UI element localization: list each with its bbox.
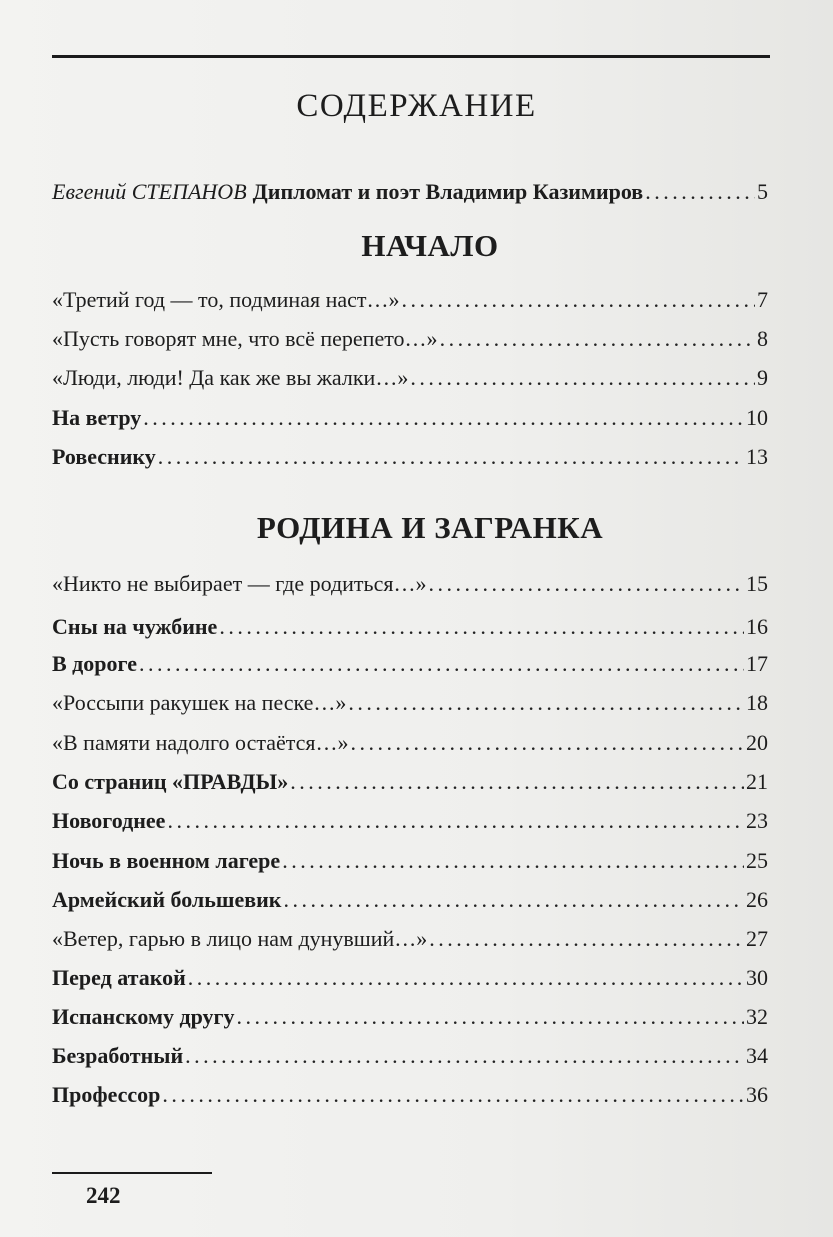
toc-entry-page: 10 (746, 405, 768, 430)
dot-leader (410, 361, 755, 395)
toc-entry[interactable] (52, 401, 768, 435)
dot-leader (402, 283, 756, 317)
toc-entry-page: 34 (746, 1043, 768, 1068)
dot-leader (645, 175, 755, 209)
toc-entry[interactable] (52, 686, 768, 720)
section-heading: РОДИНА И ЗАГРАНКА (256, 510, 604, 545)
toc-entry-page: 18 (746, 690, 768, 715)
toc-entry-title: На ветру (52, 405, 142, 430)
dot-leader (440, 322, 755, 356)
toc-entry-page: 16 (746, 614, 768, 639)
toc-entry-page: 25 (746, 848, 768, 873)
toc-entry[interactable] (52, 1000, 768, 1034)
toc-entry-title: Испанскому другу (52, 1004, 235, 1029)
toc-entry-title: «Россыпи ракушек на песке…» (52, 690, 347, 715)
toc-entry-page: 8 (757, 326, 768, 351)
toc-entry-page: 27 (746, 926, 768, 951)
toc-entry-title: «Пусть говорят мне, что всё перепето…» (52, 326, 438, 351)
toc-entry[interactable] (52, 567, 768, 601)
toc-entry[interactable] (52, 322, 768, 356)
toc-entry-page: 36 (746, 1082, 768, 1107)
intro-title: Дипломат и поэт Владимир Казимиров (252, 179, 644, 204)
dot-leader (185, 1039, 744, 1073)
dot-leader (188, 961, 744, 995)
toc-entry[interactable] (52, 922, 768, 956)
toc-entry[interactable] (52, 1039, 768, 1073)
dot-leader (162, 1078, 744, 1112)
toc-entry-title: Профессор (52, 1082, 161, 1107)
toc-entry[interactable] (52, 610, 768, 644)
toc-entry[interactable] (52, 1078, 768, 1112)
dot-leader (167, 804, 744, 838)
toc-entry[interactable] (52, 844, 768, 878)
toc-entry-title: Безработный (52, 1043, 184, 1068)
toc-entry[interactable] (52, 726, 768, 760)
intro-author: Евгений СТЕПАНОВ (52, 179, 247, 204)
toc-entry[interactable] (52, 440, 768, 474)
top-rule (52, 55, 770, 58)
toc-entry-title: «Ветер, гарью в лицо нам дунувший…» (52, 926, 428, 951)
toc-entry[interactable] (52, 804, 768, 838)
toc-entry-title: «Третий год — то, подминая наст…» (52, 287, 400, 312)
toc-entry-page: 15 (746, 571, 768, 596)
toc-entry-page: 13 (746, 444, 768, 469)
dot-leader (139, 647, 744, 681)
toc-entry[interactable] (52, 765, 768, 799)
toc-entry-intro[interactable] (52, 175, 768, 209)
toc-entry-title: Ночь в военном лагере (52, 848, 281, 873)
toc-entry[interactable] (52, 283, 768, 317)
toc-entry-page: 32 (746, 1004, 768, 1029)
toc-entry-title: Сны на чужбине (52, 614, 218, 639)
toc-entry-title: Со страниц «ПРАВДЫ» (52, 769, 289, 794)
toc-entry-title (52, 175, 643, 209)
toc-entry-title: Перед атакой (52, 965, 186, 990)
toc-entry-page: 20 (746, 730, 768, 755)
dot-leader (351, 726, 744, 760)
dot-leader (290, 765, 744, 799)
toc-entry-title: «В памяти надолго остаётся…» (52, 730, 349, 755)
toc-entry[interactable] (52, 361, 768, 395)
toc-entry[interactable] (52, 883, 768, 917)
dot-leader (348, 686, 744, 720)
footnote-rule (52, 1172, 212, 1174)
toc-entry[interactable] (52, 961, 768, 995)
toc-entry-title: В дороге (52, 651, 138, 676)
toc-entry-title: Армейский большевик (52, 887, 282, 912)
page-title: СОДЕРЖАНИЕ (296, 88, 537, 124)
toc-entry-page: 21 (746, 769, 768, 794)
toc-entry-title: «Люди, люди! Да как же вы жалки…» (52, 365, 409, 390)
dot-leader (282, 844, 744, 878)
toc-entry-page: 9 (757, 365, 768, 390)
dot-leader (428, 567, 744, 601)
dot-leader (219, 610, 744, 644)
toc-entry-title: «Никто не выбирает — где родиться…» (52, 571, 427, 596)
toc-entry-title: Новогоднее (52, 808, 166, 833)
toc-entry-page: 7 (757, 287, 768, 312)
toc-entry-page: 5 (757, 179, 768, 204)
toc-entry-page: 30 (746, 965, 768, 990)
toc-entry-page: 26 (746, 887, 768, 912)
toc-entry-page: 17 (746, 651, 768, 676)
toc-entry-page: 23 (746, 808, 768, 833)
section-heading: НАЧАЛО (361, 228, 499, 263)
page-number: 242 (86, 1183, 121, 1208)
dot-leader (237, 1000, 744, 1034)
dot-leader (143, 401, 744, 435)
dot-leader (429, 922, 744, 956)
dot-leader (158, 440, 744, 474)
toc-entry[interactable] (52, 647, 768, 681)
toc-entry-title: Ровеснику (52, 444, 156, 469)
dot-leader (283, 883, 744, 917)
